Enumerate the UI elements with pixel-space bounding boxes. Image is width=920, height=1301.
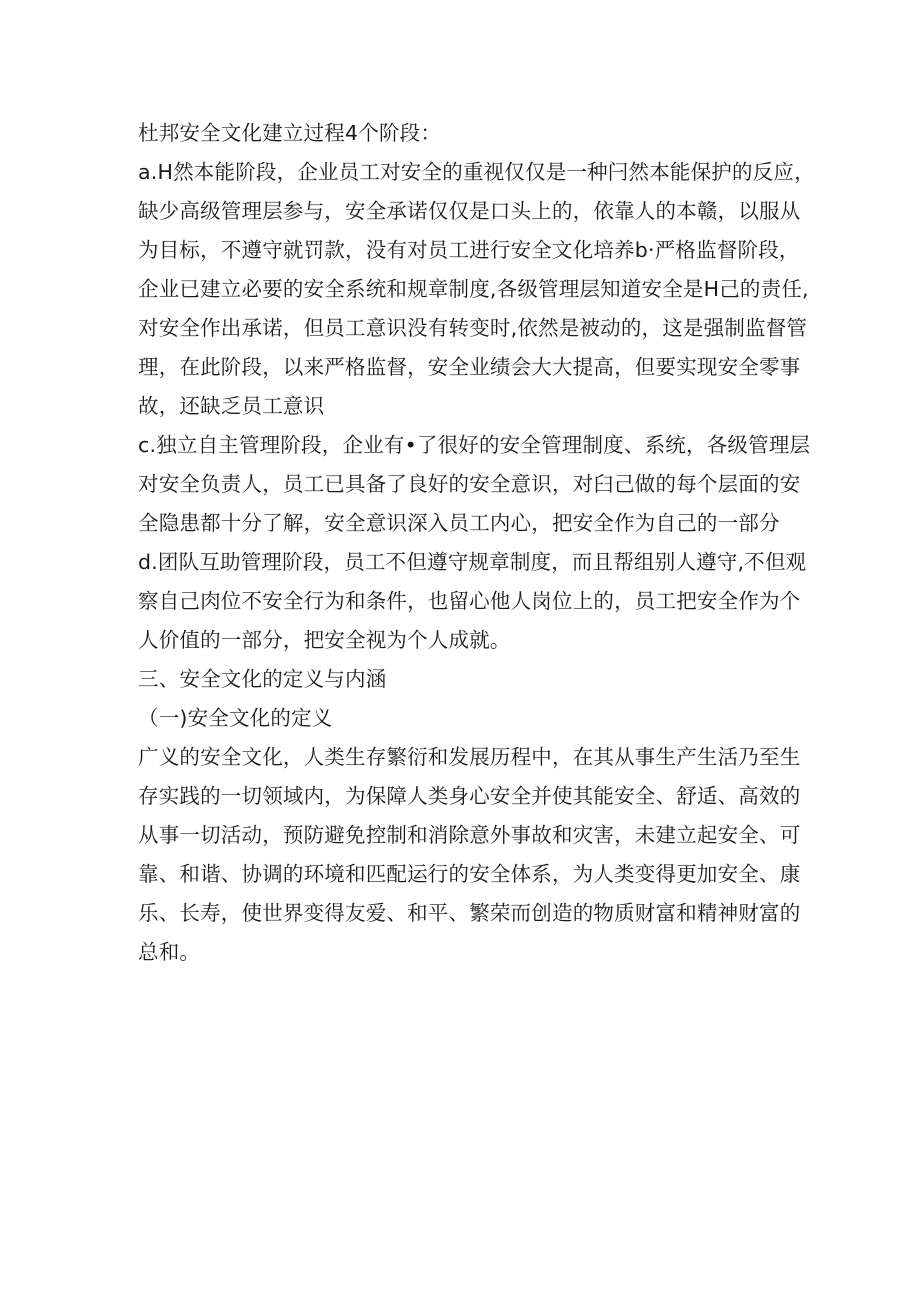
- paragraph-c-line-3: 全隐患都十分了解，安全意识深入员工内心，把安全作为自己的一部分: [138, 511, 780, 535]
- paragraph-a-line-3: 为目标，不遵守就罚款，没有对员工进行安全文化培养b·严格监督阶段，: [138, 238, 800, 262]
- section-heading-3: 三、安全文化的定义与内涵: [138, 667, 387, 691]
- definition-line-6: 总和。: [138, 940, 201, 964]
- definition-line-4: 靠、和谐、协调的环境和匹配运行的安全体系，为人类变得更加安全、康: [138, 862, 801, 886]
- paragraph-d-line-2: 察自己肉位不安全行为和条件，也留心他人岗位上的，员工把安全作为个: [138, 589, 801, 613]
- definition-line-5: 乐、长寿，使世界变得友爱、和平、繁荣而创造的物质财富和精神财富的: [138, 901, 801, 925]
- paragraph-c-line-1: c.独立自主管理阶段，企业有•了很好的安全管理制度、系统，各级管理层: [138, 433, 811, 457]
- paragraph-d-line-1: d.团队互助管理阶段，员工不但遵守规章制度，而且帮组别人遵守,不但观: [138, 550, 807, 574]
- paragraph-d-line-3: 人价值的一部分，把安全视为个人成就。: [138, 628, 511, 652]
- subsection-heading-1: （一)安全文化的定义: [138, 706, 333, 730]
- definition-line-2: 存实践的一切领域内，为保障人类身心安全并使其能安全、舒适、高效的: [138, 784, 801, 808]
- paragraph-c-line-2: 对安全负责人，员工已具备了良好的安全意识，对臼己做的每个层面的安: [138, 472, 801, 496]
- paragraph-a-line-7: 故，还缺乏员工意识: [138, 394, 325, 418]
- paragraph-a-line-6: 理，在此阶段，以来严格监督，安全业绩会大大提高，但要实现安全零事: [138, 355, 801, 379]
- paragraph-a-line-1: a.H然本能阶段，企业员工对安全的重视仅仅是一种闩然本能保护的反应，: [138, 160, 815, 184]
- paragraph-a-line-5: 对安全作出承诺，但员工意识没有转变时,依然是被动的，这是强制监督管: [138, 316, 808, 340]
- paragraph-a-line-2: 缺少高级管理层参与，安全承诺仅仅是口头上的，依靠人的本赣，以服从: [138, 199, 801, 223]
- definition-line-1: 广义的安全文化，人类生存繁衍和发展历程中，在其从事生产生活乃至生: [138, 745, 801, 769]
- heading-dupont-stages: 杜邦安全文化建立过程4个阶段：: [138, 121, 442, 145]
- definition-line-3: 从事一切活动，预防避免控制和消除意外事故和灾害，未建立起安全、可: [138, 823, 801, 847]
- document-body: [138, 114, 815, 972]
- paragraph-a-line-4: 企业已建立必要的安全系统和规章制度,各级管理层知道安全是H己的责任,: [138, 277, 809, 301]
